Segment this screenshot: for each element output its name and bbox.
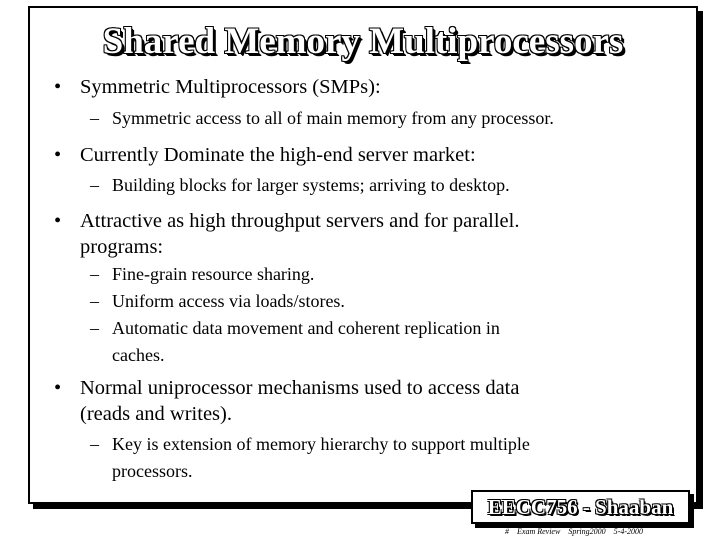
sub-dash: –	[90, 291, 99, 311]
bullet-3-sub-1	[48, 261, 698, 288]
bullet-4-text-line-2: (reads and writes).	[80, 403, 232, 425]
bullet-3-sub-3-text-line-2: caches.	[112, 345, 165, 365]
footer-slide-number: #	[505, 527, 509, 536]
bullet-3-sub-3-text-line-1: Automatic data movement and coherent replication in	[112, 318, 500, 338]
bullet-2-sub-1	[48, 172, 698, 199]
sub-dash: –	[90, 108, 99, 128]
bullet-1-sub-1	[48, 105, 698, 132]
sub-dash: –	[90, 264, 99, 284]
sub-dash: –	[90, 434, 99, 454]
slide-content	[48, 70, 698, 485]
course-tag: EECC756 - Shaaban	[471, 490, 690, 524]
footer-term: Spring2000	[568, 527, 606, 536]
bullet-3-sub-3	[48, 315, 698, 369]
bullet-4-sub-1-text-line-2: processors.	[112, 461, 193, 481]
bullet-2-sub-1-text: Building blocks for larger systems; arriving to desktop.	[112, 175, 510, 195]
bullet-3-sub-2-text: Uniform access via loads/stores.	[112, 291, 345, 311]
bullet-1-text: Symmetric Multiprocessors (SMPs):	[80, 76, 381, 98]
bullet-1	[48, 74, 698, 100]
slide-title: Shared Memory Multiprocessors	[102, 21, 624, 62]
slide-footer	[505, 527, 649, 537]
bullet-3	[48, 208, 698, 260]
bullet-4	[48, 375, 698, 427]
footer-label: Exam Review	[517, 527, 561, 536]
bullet-dot: •	[54, 377, 62, 399]
bullet-dot: •	[54, 144, 62, 166]
bullet-4-sub-1	[48, 431, 698, 485]
bullet-3-sub-1-text: Fine-grain resource sharing.	[112, 264, 315, 284]
footer-date: 5-4-2000	[613, 527, 643, 536]
bullet-3-text-line-2: programs:	[80, 236, 164, 258]
bullet-4-text-line-1: Normal uniprocessor mechanisms used to access data	[80, 377, 520, 399]
bullet-3-sub-2	[48, 288, 698, 315]
bullet-2	[48, 142, 698, 168]
bullet-2-text: Currently Dominate the high-end server market:	[80, 144, 476, 166]
bullet-dot: •	[54, 210, 62, 232]
sub-dash: –	[90, 175, 99, 195]
sub-dash: –	[90, 318, 99, 338]
bullet-4-sub-1-text-line-1: Key is extension of memory hierarchy to support multiple	[112, 434, 530, 454]
bullet-dot: •	[54, 76, 62, 98]
bullet-3-text-line-1: Attractive as high throughput servers and for parallel.	[80, 210, 520, 232]
bullet-1-sub-1-text: Symmetric access to all of main memory from any processor.	[112, 108, 554, 128]
